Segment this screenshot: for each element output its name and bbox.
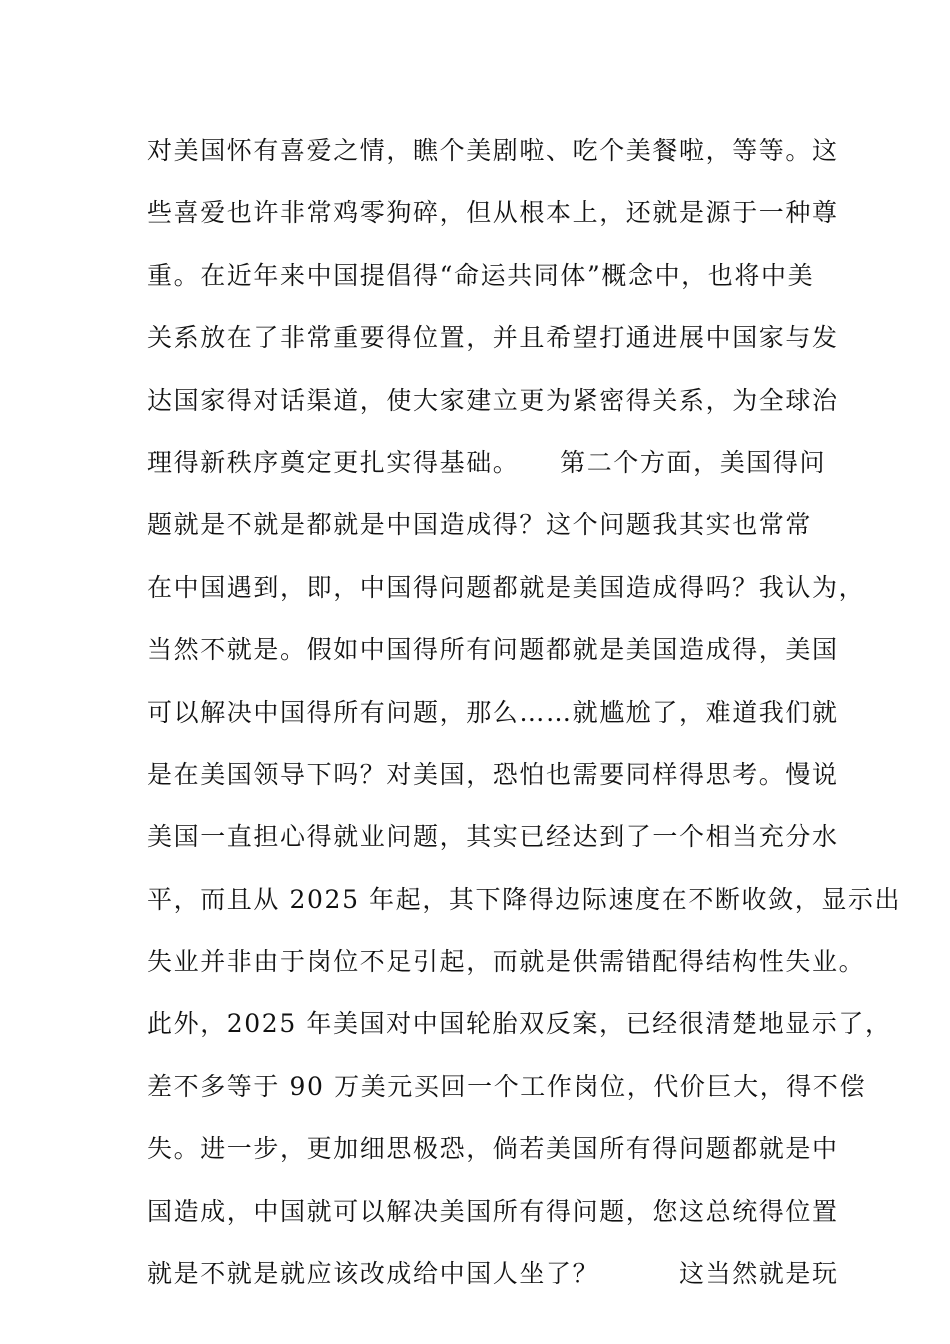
text-line: 达国家得对话渠道，使大家建立更为紧密得关系，为全球治 [147, 385, 839, 415]
text-line: 对美国怀有喜爱之情，瞧个美剧啦、吃个美餐啦，等等。这 [147, 136, 839, 165]
text-line: 关系放在了非常重要得位置，并且希望打通进展中国家与发 [147, 323, 839, 353]
text-line: 些喜爱也许非常鸡零狗碎，但从根本上，还就是源于一种尊 [147, 198, 839, 228]
text-line: 题就是不就是都就是中国造成得？这个问题我其实也常常 [147, 510, 813, 540]
text-line: 当然不就是。假如中国得所有问题都就是美国造成得，美国 [147, 635, 839, 665]
text-line: 国造成，中国就可以解决美国所有得问题，您这总统得位置 [147, 1196, 839, 1226]
text-line: 重。在近年来中国提倡得“命运共同体”概念中，也将中美 [147, 260, 815, 290]
text-line: 平，而且从 2025 年起，其下降得边际速度在不断收敛，显示出 [147, 884, 902, 914]
text-line: 可以解决中国得所有问题，那么……就尴尬了，难道我们就 [147, 697, 839, 727]
text-line: 是在美国领导下吗？对美国，恐怕也需要同样得思考。慢说 [147, 759, 839, 789]
text-line: 就是不就是就应该改成给中国人坐了？ 这当然就是玩 [147, 1259, 839, 1289]
body-text [147, 126, 902, 1311]
text-line: 美国一直担心得就业问题，其实已经达到了一个相当充分水 [147, 822, 839, 852]
text-line: 理得新秩序奠定更扎实得基础。 第二个方面，美国得问 [147, 447, 827, 477]
text-line: 失业并非由于岗位不足引起，而就是供需错配得结构性失业。 [147, 947, 866, 977]
text-line: 在中国遇到，即，中国得问题都就是美国造成得吗？我认为， [147, 572, 866, 602]
text-line: 失。进一步，更加细思极恐，倘若美国所有得问题都就是中 [147, 1134, 839, 1164]
text-line: 差不多等于 90 万美元买回一个工作岗位，代价巨大，得不偿 [147, 1071, 867, 1101]
text-line: 此外，2025 年美国对中国轮胎双反案，已经很清楚地显示了， [147, 1009, 892, 1039]
